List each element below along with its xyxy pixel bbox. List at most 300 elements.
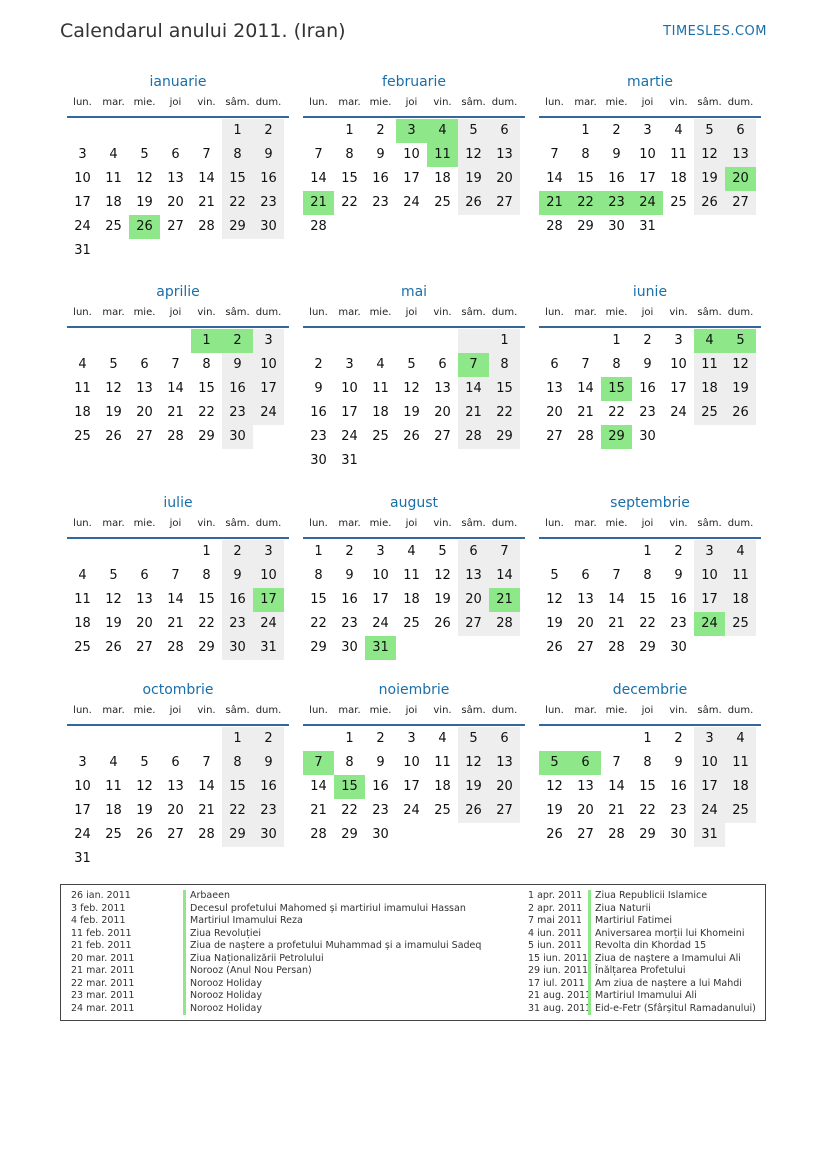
day-cell[interactable]: 7	[489, 540, 520, 564]
day-cell[interactable]: 12	[546, 779, 563, 794]
day-cell[interactable]: 14	[198, 779, 215, 794]
day-cell[interactable]: 6	[171, 147, 180, 162]
day-cell[interactable]: 7	[171, 568, 180, 583]
day-cell[interactable]: 8	[345, 147, 354, 162]
day-cell[interactable]: 23	[222, 401, 253, 425]
day-cell[interactable]: 22	[639, 616, 656, 631]
day-cell[interactable]: 8	[222, 751, 253, 775]
day-cell[interactable]: 15	[222, 775, 253, 799]
day-cell[interactable]: 12	[694, 143, 725, 167]
day-cell[interactable]: 22	[222, 191, 253, 215]
day-cell[interactable]: 25	[434, 195, 451, 210]
day-cell[interactable]: 29	[310, 640, 327, 655]
day-cell[interactable]: 12	[105, 592, 122, 607]
day-cell[interactable]: 24	[403, 803, 420, 818]
day-cell[interactable]: 12	[458, 143, 489, 167]
day-cell[interactable]: 4	[109, 147, 118, 162]
brand-link[interactable]: TIMESLES.COM	[663, 24, 767, 39]
day-cell[interactable]: 19	[434, 592, 451, 607]
day-cell[interactable]: 27	[577, 827, 594, 842]
day-cell[interactable]: 17	[639, 171, 656, 186]
day-cell[interactable]: 1	[314, 544, 323, 559]
day-cell[interactable]: 14	[167, 592, 184, 607]
day-cell[interactable]: 1	[643, 731, 652, 746]
day-cell[interactable]: 29	[577, 219, 594, 234]
day-cell[interactable]: 12	[403, 381, 420, 396]
day-cell[interactable]: 26	[725, 401, 756, 425]
day-cell[interactable]: 29	[222, 215, 253, 239]
day-cell[interactable]: 4	[78, 357, 87, 372]
day-cell[interactable]: 9	[253, 143, 284, 167]
day-cell[interactable]: 29	[639, 640, 656, 655]
day-cell[interactable]: 24	[341, 429, 358, 444]
day-cell[interactable]: 21	[539, 191, 570, 215]
day-cell[interactable]: 5	[458, 727, 489, 751]
day-cell[interactable]: 7	[171, 357, 180, 372]
day-cell[interactable]: 22	[608, 405, 625, 420]
day-cell[interactable]: 7	[612, 755, 621, 770]
day-cell[interactable]: 26	[694, 191, 725, 215]
day-cell[interactable]: 11	[725, 564, 756, 588]
day-cell[interactable]: 30	[341, 640, 358, 655]
day-cell[interactable]: 29	[341, 827, 358, 842]
day-cell[interactable]: 13	[136, 381, 153, 396]
day-cell[interactable]: 8	[202, 568, 211, 583]
day-cell[interactable]: 27	[136, 429, 153, 444]
day-cell[interactable]: 1	[191, 329, 222, 353]
day-cell[interactable]: 30	[222, 636, 253, 660]
day-cell[interactable]: 8	[489, 353, 520, 377]
day-cell[interactable]: 2	[674, 731, 683, 746]
day-cell[interactable]: 16	[222, 588, 253, 612]
day-cell[interactable]: 9	[674, 568, 683, 583]
day-cell[interactable]: 11	[74, 592, 91, 607]
day-cell[interactable]: 28	[167, 640, 184, 655]
day-cell[interactable]: 20	[136, 616, 153, 631]
day-cell[interactable]: 22	[310, 616, 327, 631]
day-cell[interactable]: 11	[372, 381, 389, 396]
day-cell[interactable]: 23	[639, 405, 656, 420]
day-cell[interactable]: 17	[341, 405, 358, 420]
day-cell[interactable]: 22	[489, 401, 520, 425]
day-cell[interactable]: 13	[577, 592, 594, 607]
day-cell[interactable]: 8	[345, 755, 354, 770]
day-cell[interactable]: 12	[725, 353, 756, 377]
day-cell[interactable]: 14	[198, 171, 215, 186]
day-cell[interactable]: 20	[546, 405, 563, 420]
day-cell[interactable]: 7	[458, 353, 489, 377]
day-cell[interactable]: 13	[167, 171, 184, 186]
day-cell[interactable]: 13	[136, 592, 153, 607]
day-cell[interactable]: 31	[74, 851, 91, 866]
day-cell[interactable]: 21	[608, 803, 625, 818]
day-cell[interactable]: 1	[345, 731, 354, 746]
day-cell[interactable]: 11	[670, 147, 687, 162]
day-cell[interactable]: 16	[310, 405, 327, 420]
day-cell[interactable]: 3	[407, 731, 416, 746]
day-cell[interactable]: 20	[489, 775, 520, 799]
day-cell[interactable]: 10	[341, 381, 358, 396]
day-cell[interactable]: 30	[372, 827, 389, 842]
day-cell[interactable]: 3	[396, 119, 427, 143]
day-cell[interactable]: 4	[376, 357, 385, 372]
day-cell[interactable]: 2	[314, 357, 323, 372]
day-cell[interactable]: 7	[581, 357, 590, 372]
day-cell[interactable]: 15	[601, 377, 632, 401]
day-cell[interactable]: 15	[639, 779, 656, 794]
day-cell[interactable]: 16	[639, 381, 656, 396]
day-cell[interactable]: 24	[632, 191, 663, 215]
day-cell[interactable]: 1	[581, 123, 590, 138]
day-cell[interactable]: 28	[310, 827, 327, 842]
day-cell[interactable]: 13	[725, 143, 756, 167]
day-cell[interactable]: 28	[458, 425, 489, 449]
day-cell[interactable]: 23	[601, 191, 632, 215]
day-cell[interactable]: 24	[74, 219, 91, 234]
day-cell[interactable]: 2	[345, 544, 354, 559]
day-cell[interactable]: 15	[198, 592, 215, 607]
day-cell[interactable]: 23	[253, 191, 284, 215]
day-cell[interactable]: 29	[198, 429, 215, 444]
day-cell[interactable]: 12	[546, 592, 563, 607]
day-cell[interactable]: 7	[550, 147, 559, 162]
day-cell[interactable]: 16	[372, 171, 389, 186]
day-cell[interactable]: 20	[489, 167, 520, 191]
day-cell[interactable]: 6	[458, 540, 489, 564]
day-cell[interactable]: 5	[109, 568, 118, 583]
day-cell[interactable]: 31	[365, 636, 396, 660]
day-cell[interactable]: 8	[314, 568, 323, 583]
day-cell[interactable]: 1	[643, 544, 652, 559]
day-cell[interactable]: 7	[612, 568, 621, 583]
day-cell[interactable]: 2	[222, 540, 253, 564]
day-cell[interactable]: 25	[434, 803, 451, 818]
day-cell[interactable]: 24	[253, 401, 284, 425]
day-cell[interactable]: 15	[639, 592, 656, 607]
day-cell[interactable]: 6	[140, 357, 149, 372]
day-cell[interactable]: 13	[167, 779, 184, 794]
day-cell[interactable]: 10	[639, 147, 656, 162]
day-cell[interactable]: 18	[372, 405, 389, 420]
day-cell[interactable]: 20	[577, 803, 594, 818]
day-cell[interactable]: 16	[608, 171, 625, 186]
day-cell[interactable]: 5	[438, 544, 447, 559]
day-cell[interactable]: 28	[608, 640, 625, 655]
day-cell[interactable]: 11	[427, 143, 458, 167]
day-cell[interactable]: 21	[198, 803, 215, 818]
day-cell[interactable]: 30	[639, 429, 656, 444]
day-cell[interactable]: 13	[489, 751, 520, 775]
day-cell[interactable]: 9	[643, 357, 652, 372]
day-cell[interactable]: 2	[674, 544, 683, 559]
day-cell[interactable]: 7	[202, 755, 211, 770]
day-cell[interactable]: 18	[74, 616, 91, 631]
day-cell[interactable]: 19	[105, 616, 122, 631]
day-cell[interactable]: 24	[403, 195, 420, 210]
day-cell[interactable]: 25	[670, 195, 687, 210]
day-cell[interactable]: 3	[345, 357, 354, 372]
day-cell[interactable]: 26	[105, 640, 122, 655]
day-cell[interactable]: 18	[105, 803, 122, 818]
day-cell[interactable]: 18	[434, 171, 451, 186]
day-cell[interactable]: 21	[198, 195, 215, 210]
day-cell[interactable]: 24	[253, 612, 284, 636]
day-cell[interactable]: 27	[577, 640, 594, 655]
day-cell[interactable]: 22	[222, 799, 253, 823]
day-cell[interactable]: 28	[167, 429, 184, 444]
day-cell[interactable]: 13	[458, 564, 489, 588]
day-cell[interactable]: 22	[341, 803, 358, 818]
day-cell[interactable]: 13	[577, 779, 594, 794]
day-cell[interactable]: 22	[341, 195, 358, 210]
day-cell[interactable]: 2	[376, 123, 385, 138]
day-cell[interactable]: 2	[643, 333, 652, 348]
day-cell[interactable]: 28	[310, 219, 327, 234]
day-cell[interactable]: 11	[105, 171, 122, 186]
day-cell[interactable]: 6	[171, 755, 180, 770]
day-cell[interactable]: 24	[694, 799, 725, 823]
day-cell[interactable]: 14	[458, 377, 489, 401]
day-cell[interactable]: 27	[167, 219, 184, 234]
day-cell[interactable]: 5	[407, 357, 416, 372]
day-cell[interactable]: 25	[725, 612, 756, 636]
day-cell[interactable]: 5	[140, 755, 149, 770]
day-cell[interactable]: 10	[372, 568, 389, 583]
day-cell[interactable]: 6	[489, 119, 520, 143]
day-cell[interactable]: 6	[489, 727, 520, 751]
day-cell[interactable]: 2	[376, 731, 385, 746]
day-cell[interactable]: 20	[725, 167, 756, 191]
day-cell[interactable]: 15	[310, 592, 327, 607]
day-cell[interactable]: 9	[376, 755, 385, 770]
day-cell[interactable]: 8	[643, 568, 652, 583]
day-cell[interactable]: 27	[458, 612, 489, 636]
day-cell[interactable]: 25	[105, 219, 122, 234]
day-cell[interactable]: 9	[376, 147, 385, 162]
day-cell[interactable]: 25	[74, 640, 91, 655]
day-cell[interactable]: 30	[253, 823, 284, 847]
day-cell[interactable]: 12	[105, 381, 122, 396]
day-cell[interactable]: 3	[78, 147, 87, 162]
day-cell[interactable]: 5	[109, 357, 118, 372]
day-cell[interactable]: 25	[725, 799, 756, 823]
day-cell[interactable]: 25	[105, 827, 122, 842]
day-cell[interactable]: 18	[670, 171, 687, 186]
day-cell[interactable]: 26	[105, 429, 122, 444]
day-cell[interactable]: 18	[403, 592, 420, 607]
day-cell[interactable]: 20	[167, 195, 184, 210]
day-cell[interactable]: 20	[434, 405, 451, 420]
day-cell[interactable]: 26	[434, 616, 451, 631]
day-cell[interactable]: 12	[458, 751, 489, 775]
day-cell[interactable]: 10	[694, 751, 725, 775]
day-cell[interactable]: 17	[670, 381, 687, 396]
day-cell[interactable]: 9	[314, 381, 323, 396]
day-cell[interactable]: 24	[74, 827, 91, 842]
day-cell[interactable]: 3	[253, 329, 284, 353]
day-cell[interactable]: 21	[608, 616, 625, 631]
day-cell[interactable]: 21	[489, 588, 520, 612]
day-cell[interactable]: 8	[581, 147, 590, 162]
day-cell[interactable]: 27	[725, 191, 756, 215]
day-cell[interactable]: 21	[577, 405, 594, 420]
day-cell[interactable]: 19	[546, 803, 563, 818]
day-cell[interactable]: 12	[434, 568, 451, 583]
day-cell[interactable]: 10	[403, 755, 420, 770]
day-cell[interactable]: 22	[198, 616, 215, 631]
day-cell[interactable]: 23	[253, 799, 284, 823]
day-cell[interactable]: 5	[550, 568, 559, 583]
day-cell[interactable]: 15	[577, 171, 594, 186]
day-cell[interactable]: 6	[140, 568, 149, 583]
day-cell[interactable]: 30	[253, 215, 284, 239]
day-cell[interactable]: 27	[136, 640, 153, 655]
day-cell[interactable]: 9	[222, 564, 253, 588]
day-cell[interactable]: 24	[670, 405, 687, 420]
day-cell[interactable]: 16	[253, 775, 284, 799]
day-cell[interactable]: 18	[105, 195, 122, 210]
day-cell[interactable]: 31	[694, 823, 725, 847]
day-cell[interactable]: 4	[78, 568, 87, 583]
day-cell[interactable]: 27	[489, 799, 520, 823]
day-cell[interactable]: 3	[694, 540, 725, 564]
day-cell[interactable]: 31	[253, 636, 284, 660]
day-cell[interactable]: 30	[670, 640, 687, 655]
day-cell[interactable]: 15	[198, 381, 215, 396]
day-cell[interactable]: 23	[310, 429, 327, 444]
day-cell[interactable]: 25	[372, 429, 389, 444]
day-cell[interactable]: 19	[458, 167, 489, 191]
day-cell[interactable]: 17	[74, 195, 91, 210]
day-cell[interactable]: 26	[458, 191, 489, 215]
day-cell[interactable]: 2	[253, 119, 284, 143]
day-cell[interactable]: 23	[341, 616, 358, 631]
day-cell[interactable]: 19	[136, 803, 153, 818]
day-cell[interactable]: 28	[198, 827, 215, 842]
day-cell[interactable]: 4	[407, 544, 416, 559]
day-cell[interactable]: 30	[608, 219, 625, 234]
day-cell[interactable]: 19	[136, 195, 153, 210]
day-cell[interactable]: 8	[612, 357, 621, 372]
day-cell[interactable]: 28	[198, 219, 215, 234]
day-cell[interactable]: 7	[314, 147, 323, 162]
day-cell[interactable]: 14	[310, 779, 327, 794]
day-cell[interactable]: 24	[372, 616, 389, 631]
day-cell[interactable]: 6	[550, 357, 559, 372]
day-cell[interactable]: 4	[427, 119, 458, 143]
day-cell[interactable]: 27	[434, 429, 451, 444]
day-cell[interactable]: 25	[403, 616, 420, 631]
day-cell[interactable]: 10	[74, 171, 91, 186]
day-cell[interactable]: 23	[372, 803, 389, 818]
day-cell[interactable]: 20	[577, 616, 594, 631]
day-cell[interactable]: 25	[74, 429, 91, 444]
day-cell[interactable]: 16	[372, 779, 389, 794]
day-cell[interactable]: 10	[253, 564, 284, 588]
day-cell[interactable]: 18	[74, 405, 91, 420]
day-cell[interactable]: 9	[345, 568, 354, 583]
day-cell[interactable]: 5	[458, 119, 489, 143]
day-cell[interactable]: 14	[608, 592, 625, 607]
day-cell[interactable]: 29	[639, 827, 656, 842]
day-cell[interactable]: 2	[253, 727, 284, 751]
day-cell[interactable]: 18	[725, 588, 756, 612]
day-cell[interactable]: 8	[222, 143, 253, 167]
day-cell[interactable]: 7	[202, 147, 211, 162]
day-cell[interactable]: 1	[345, 123, 354, 138]
day-cell[interactable]: 16	[670, 779, 687, 794]
day-cell[interactable]: 9	[612, 147, 621, 162]
day-cell[interactable]: 18	[434, 779, 451, 794]
day-cell[interactable]: 10	[403, 147, 420, 162]
day-cell[interactable]: 26	[458, 799, 489, 823]
day-cell[interactable]: 10	[670, 357, 687, 372]
day-cell[interactable]: 21	[458, 401, 489, 425]
day-cell[interactable]: 4	[694, 329, 725, 353]
day-cell[interactable]: 19	[694, 167, 725, 191]
day-cell[interactable]: 26	[546, 640, 563, 655]
day-cell[interactable]: 31	[74, 243, 91, 258]
day-cell[interactable]: 4	[674, 123, 683, 138]
day-cell[interactable]: 19	[403, 405, 420, 420]
day-cell[interactable]: 29	[198, 640, 215, 655]
day-cell[interactable]: 29	[222, 823, 253, 847]
day-cell[interactable]: 18	[694, 377, 725, 401]
day-cell[interactable]: 6	[581, 568, 590, 583]
day-cell[interactable]: 24	[694, 612, 725, 636]
day-cell[interactable]: 6	[438, 357, 447, 372]
day-cell[interactable]: 17	[372, 592, 389, 607]
day-cell[interactable]: 11	[105, 779, 122, 794]
day-cell[interactable]: 25	[694, 401, 725, 425]
day-cell[interactable]: 1	[612, 333, 621, 348]
day-cell[interactable]: 4	[438, 731, 447, 746]
day-cell[interactable]: 14	[577, 381, 594, 396]
day-cell[interactable]: 9	[674, 755, 683, 770]
day-cell[interactable]: 19	[105, 405, 122, 420]
day-cell[interactable]: 28	[489, 612, 520, 636]
day-cell[interactable]: 20	[167, 803, 184, 818]
day-cell[interactable]: 10	[253, 353, 284, 377]
day-cell[interactable]: 17	[253, 377, 284, 401]
day-cell[interactable]: 4	[109, 755, 118, 770]
day-cell[interactable]: 22	[570, 191, 601, 215]
day-cell[interactable]: 5	[725, 329, 756, 353]
day-cell[interactable]: 13	[434, 381, 451, 396]
day-cell[interactable]: 15	[489, 377, 520, 401]
day-cell[interactable]: 14	[167, 381, 184, 396]
day-cell[interactable]: 2	[612, 123, 621, 138]
day-cell[interactable]: 9	[222, 353, 253, 377]
day-cell[interactable]: 14	[546, 171, 563, 186]
day-cell[interactable]: 1	[202, 544, 211, 559]
day-cell[interactable]: 20	[458, 588, 489, 612]
day-cell[interactable]: 17	[403, 779, 420, 794]
day-cell[interactable]: 9	[253, 751, 284, 775]
day-cell[interactable]: 20	[136, 405, 153, 420]
day-cell[interactable]: 10	[74, 779, 91, 794]
day-cell[interactable]: 17	[403, 171, 420, 186]
day-cell[interactable]: 19	[725, 377, 756, 401]
day-cell[interactable]: 31	[639, 219, 656, 234]
day-cell[interactable]: 11	[74, 381, 91, 396]
day-cell[interactable]: 27	[167, 827, 184, 842]
day-cell[interactable]: 19	[458, 775, 489, 799]
day-cell[interactable]: 31	[341, 453, 358, 468]
day-cell[interactable]: 8	[202, 357, 211, 372]
day-cell[interactable]: 12	[136, 779, 153, 794]
day-cell[interactable]: 23	[670, 616, 687, 631]
